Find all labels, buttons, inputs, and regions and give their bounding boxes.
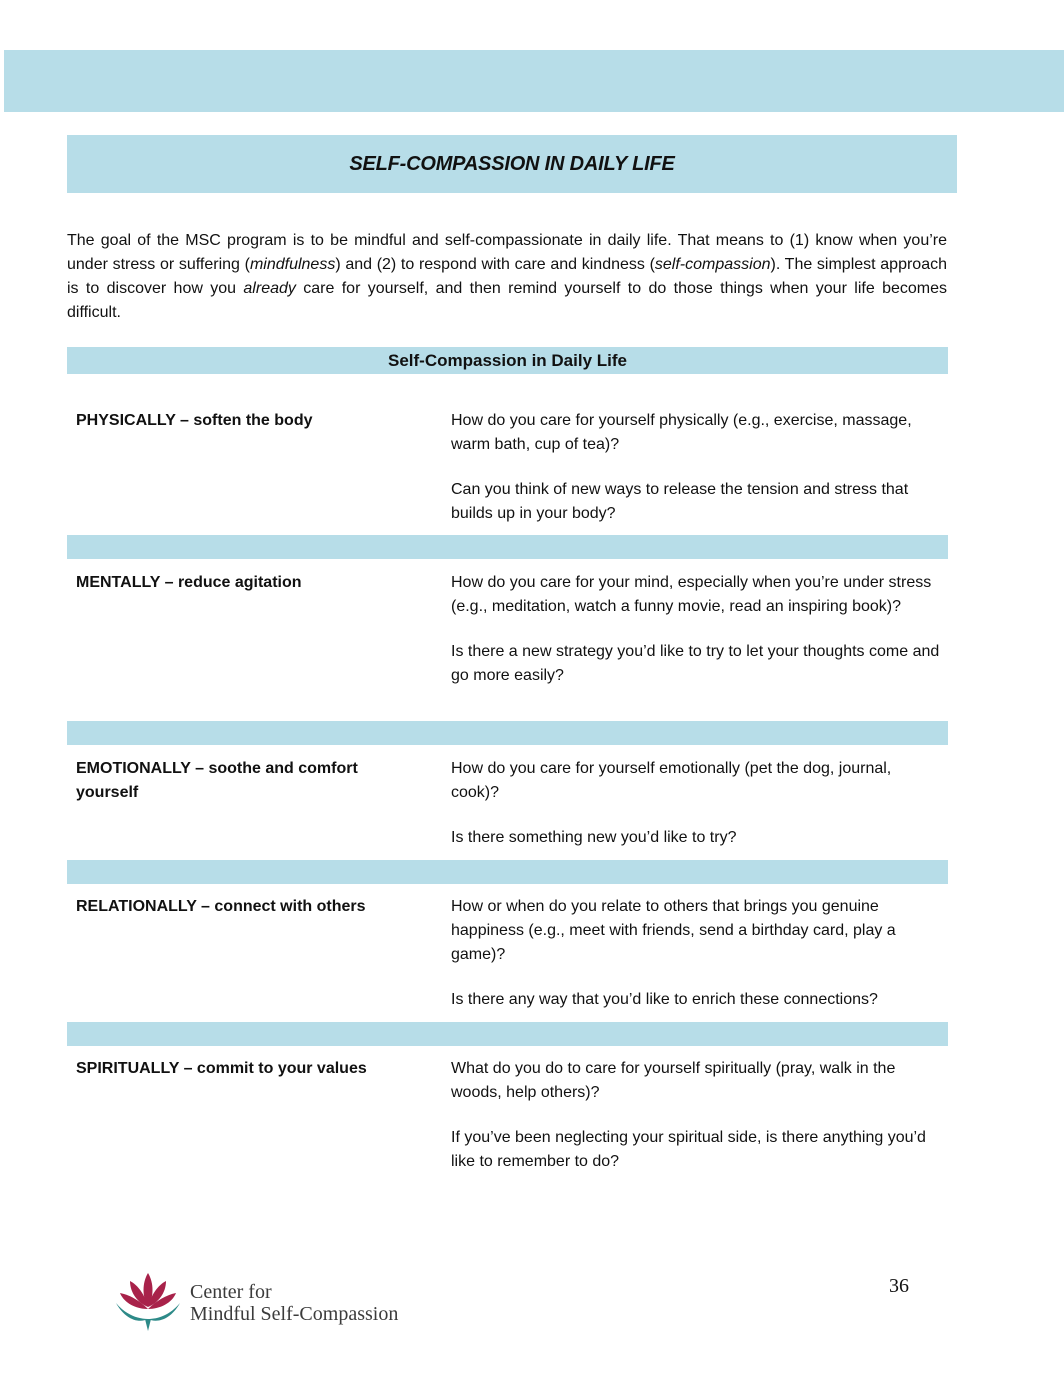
row-questions <box>451 409 943 547</box>
logo-line-1: Center for <box>190 1281 272 1303</box>
intro-text-3: ). The simplest approach is to discover how you <box>67 256 947 297</box>
row-separator <box>67 1022 948 1046</box>
row-separator <box>67 721 948 745</box>
title-bar <box>67 135 957 193</box>
table-header <box>67 347 948 374</box>
row-label: MENTALLY – reduce agitation <box>76 574 302 591</box>
center-logo <box>112 1267 442 1333</box>
row-question: What do you do to care for yourself spiritually (pray, walk in the woods, help others)? <box>451 1060 896 1101</box>
row-separator <box>67 535 948 559</box>
row-label: EMOTIONALLY – soothe and comfort yourself <box>76 760 358 801</box>
row-question: Is there any way that you’d like to enrich these connections? <box>451 991 878 1008</box>
row-questions <box>451 1057 943 1195</box>
page-number: 36 <box>889 1275 909 1297</box>
intro-emphasis-mindfulness: mindfulness <box>249 256 336 273</box>
row-questions <box>451 895 943 1033</box>
row-question: Is there a new strategy you’d like to try to let your thoughts come and go more easily? <box>451 643 940 684</box>
row-question: If you’ve been neglecting your spiritual side, is there anything you’d like to remember to do? <box>451 1129 926 1170</box>
top-header-band <box>4 50 1064 112</box>
row-question: How or when do you relate to others that brings you genuine happiness (e.g., meet with friends, send a birthday card, play a game)? <box>451 898 896 963</box>
intro-text-4: care for yourself, and then remind yourself to do those things when your life becomes difficult. <box>67 280 947 321</box>
page-title: SELF-COMPASSION IN DAILY LIFE <box>349 152 675 175</box>
intro-paragraph <box>67 229 947 325</box>
intro-text-1: The goal of the MSC program is to be mindful and self-compassionate in daily life. That means to (1) know when you’re under stress or suffering ( <box>67 232 947 273</box>
row-questions <box>451 757 943 871</box>
row-question: How do you care for yourself physically (e.g., exercise, massage, warm bath, cup of tea)? <box>451 412 912 453</box>
row-question: How do you care for yourself emotionally (pet the dog, journal, cook)? <box>451 760 892 801</box>
logo-text <box>190 1281 398 1325</box>
row-questions <box>451 571 943 709</box>
intro-emphasis-self-compassion: self-compassion <box>654 256 771 273</box>
row-question: How do you care for your mind, especially when you’re under stress (e.g., meditation, watch a funny movie, read an inspiring book)? <box>451 574 932 615</box>
table-header-label: Self-Compassion in Daily Life <box>388 350 627 370</box>
row-question: Is there something new you’d like to try? <box>451 829 737 846</box>
intro-emphasis-already: already <box>243 280 296 297</box>
intro-text-2: ) and (2) to respond with care and kindness ( <box>335 256 655 273</box>
lotus-hands-icon <box>112 1267 186 1333</box>
row-separator <box>67 860 948 884</box>
row-label: SPIRITUALLY – commit to your values <box>76 1060 367 1077</box>
row-label: RELATIONALLY – connect with others <box>76 898 366 915</box>
row-label: PHYSICALLY – soften the body <box>76 412 313 429</box>
logo-line-2: Mindful Self-Compassion <box>190 1303 399 1325</box>
row-question: Can you think of new ways to release the tension and stress that builds up in your body? <box>451 481 909 522</box>
